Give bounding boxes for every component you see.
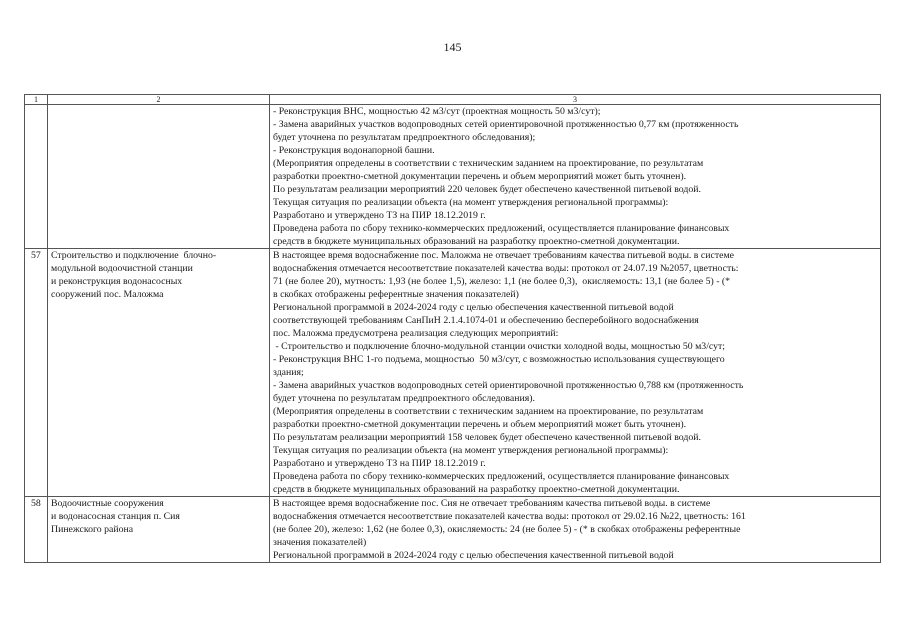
description-line: 71 (не более 20), мутность: 1,93 (не более 1,5), железо: 1,1 (не более 0,3), окисляемость: 13,1 (не более 5) - (* — [273, 276, 731, 287]
description-cell — [270, 249, 881, 497]
description-line: - Замена аварийных участков водопроводных сетей ориентировочной протяженностью 0,77 км (протяженность — [273, 119, 739, 130]
object-name-cell — [48, 105, 270, 249]
object-name-line: Пинежского района — [51, 524, 134, 535]
row-number-cell: 57 — [25, 249, 48, 497]
description-line: В настоящее время водоснабжение пос. Сия не отвечает требованиям качества питьевой воды. в системе — [273, 498, 711, 509]
table-row — [25, 249, 881, 497]
object-name-cell — [48, 497, 270, 563]
description-line: По результатам реализации мероприятий 220 человек будет обеспечено качественной питьевой водой. — [273, 184, 701, 195]
header-cell-1: 1 — [25, 95, 48, 105]
description-line: - Реконструкция ВНС, мощностью 42 м3/сут (проектная мощность 50 м3/сут); — [273, 106, 601, 117]
description-line: Разработано и утверждено ТЗ на ПИР 18.12.2019 г. — [273, 458, 486, 469]
table-row — [25, 105, 881, 249]
description-line: Региональной программой в 2024-2024 году с целью обеспечения качественной питьевой водой — [273, 302, 674, 313]
description-line: пос. Маложма предусмотрена реализация следующих мероприятий: — [273, 328, 559, 339]
description-line: Разработано и утверждено ТЗ на ПИР 18.12.2019 г. — [273, 210, 486, 221]
description-line: (Мероприятия определены в соответствии с техническим заданием на проектирование, по результатам — [273, 406, 704, 417]
header-cell-3: 3 — [270, 95, 881, 105]
description-line: - Строительство и подключение блочно-модульной станции очистки холодной воды, мощностью 50 м3/сут; — [273, 341, 726, 352]
table-header-row — [25, 95, 881, 105]
object-name-line: Водоочистные сооружения — [51, 498, 164, 509]
description-line: Текущая ситуация по реализации объекта (на момент утверждения региональной программы): — [273, 445, 669, 456]
header-cell-2: 2 — [48, 95, 270, 105]
description-line: Текущая ситуация по реализации объекта (на момент утверждения региональной программы): — [273, 197, 669, 208]
object-name-line: Строительство и подключение блочно- — [51, 250, 217, 261]
description-line: водоснабжения отмечается несоответствие показателей качества воды: протокол от 29.02.16 №22, цветность: 161 — [273, 511, 746, 522]
description-line: будет уточнена по результатам предпроектного обследования). — [273, 393, 535, 404]
table-row — [25, 497, 881, 563]
description-cell — [270, 497, 881, 563]
description-line: В настоящее время водоснабжение пос. Маложма не отвечает требованиям качества питьевой воды. в системе — [273, 250, 734, 261]
description-line: Проведена работа по сбору технико-коммерческих предложений, осуществляется планирование финансовых — [273, 223, 730, 234]
description-line: (не более 20), железо: 1,62 (не более 0,3), окисляемость: 24 (не более 5) - (* в скобках отображены референтные — [273, 524, 741, 535]
description-line: соответствующей требованиям СанПиН 2.1.4.1074-01 и обеспечению бесперебойного водоснабжения — [273, 315, 699, 326]
row-number-cell — [25, 105, 48, 249]
program-table — [24, 94, 881, 563]
description-line: Региональной программой в 2024-2024 году с целью обеспечения качественной питьевой водой — [273, 550, 674, 561]
description-line: По результатам реализации мероприятий 158 человек будет обеспечено качественной питьевой водой. — [273, 432, 701, 443]
description-line: (Мероприятия определены в соответствии с техническим заданием на проектирование, по результатам — [273, 158, 704, 169]
description-line: Проведена работа по сбору технико-коммерческих предложений, осуществляется планирование финансовых — [273, 471, 730, 482]
object-name-line: и водонасосная станция п. Сия — [51, 511, 180, 522]
object-name-cell — [48, 249, 270, 497]
description-line: разработки проектно-сметной документации перечень и объем мероприятий может быть уточнен). — [273, 171, 687, 182]
object-name-line: сооружений пос. Маложма — [51, 289, 164, 300]
description-line: значения показателей) — [273, 537, 367, 548]
object-name-line: модульной водоочистной станции — [51, 263, 193, 274]
description-line: - Реконструкция водонапорной башни. — [273, 145, 435, 156]
row-number-cell: 58 — [25, 497, 48, 563]
description-line: будет уточнена по результатам предпроектного обследования); — [273, 132, 536, 143]
description-line: средств в бюджете муниципальных образований на разработку проектно-сметной документации. — [273, 484, 680, 495]
description-line: в скобках отображены референтные значения показателей) — [273, 289, 519, 300]
object-name-line: и реконструкция водонасосных — [51, 276, 183, 287]
description-line: разработки проектно-сметной документации перечень и объем мероприятий может быть уточнен). — [273, 419, 687, 430]
description-line: - Замена аварийных участков водопроводных сетей ориентировочной протяженностью 0,788 км (протяженность — [273, 380, 744, 391]
description-cell — [270, 105, 881, 249]
page-number: 145 — [443, 40, 462, 54]
table-body — [25, 95, 881, 563]
description-line: средств в бюджете муниципальных образований на разработку проектно-сметной документации. — [273, 236, 680, 247]
description-line: - Реконструкция ВНС 1-го подъема, мощностью 50 м3/сут, с возможностью использования существующего — [273, 354, 725, 365]
description-line: здания; — [273, 367, 304, 378]
description-line: водоснабжения отмечается несоответствие показателей качества воды: протокол от 24.07.19 №2057, цветность: — [273, 263, 739, 274]
